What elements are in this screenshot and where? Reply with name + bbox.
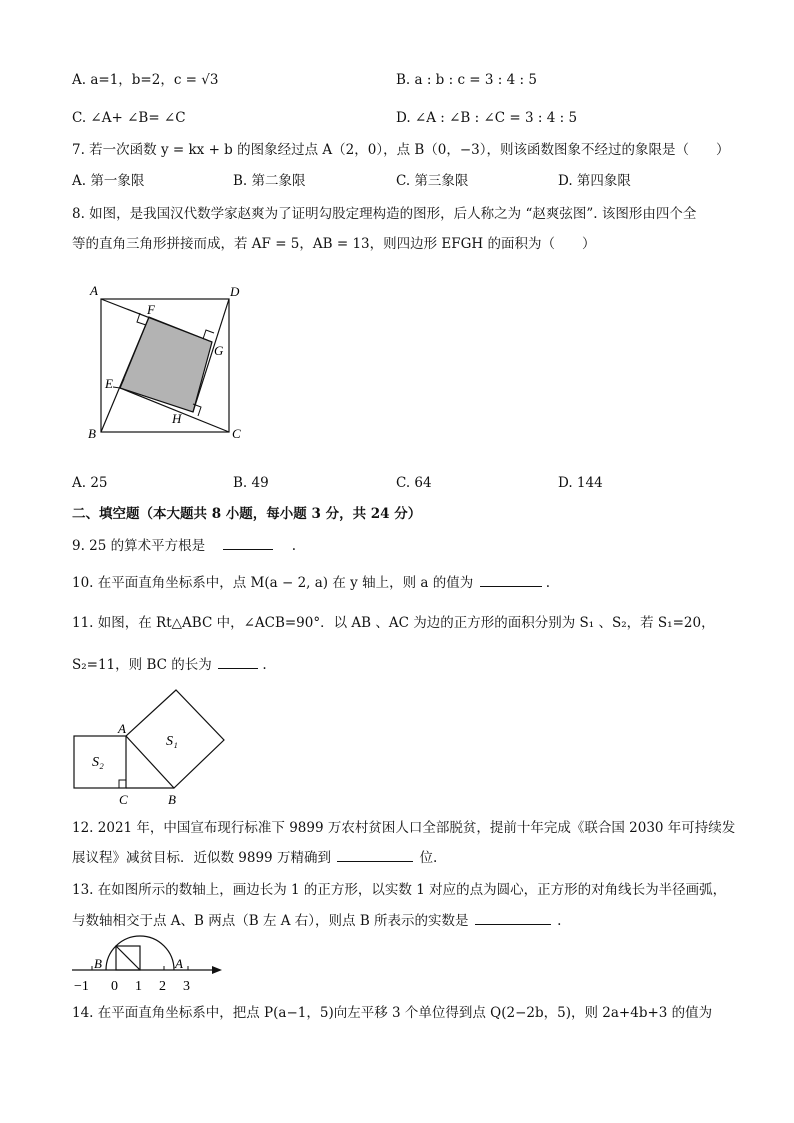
q11-stem-line2: S₂=11，则 BC 的长为 bbox=[72, 657, 212, 673]
q11-stem-line1: 11. 如图，在 Rt△ABC 中，∠ACB=90°．以 AB 、AC 为边的正方形的面积分别为 S₁ 、S₂，若 S₁=20， bbox=[72, 615, 715, 631]
q9-stem: 9. 25 的算术平方根是 bbox=[72, 538, 206, 554]
q12-answer-blank[interactable] bbox=[337, 847, 413, 862]
zhao-shuang-figure bbox=[80, 280, 260, 450]
q10-line bbox=[72, 572, 550, 593]
q13-stem-line1: 13. 在如图所示的数轴上，画边长为 1 的正方形，以实数 1 对应的点为圆心，正方形的对角线长为半径画弧， bbox=[72, 882, 727, 898]
q10-tail: . bbox=[545, 575, 551, 591]
q11-line2 bbox=[72, 654, 267, 675]
q14-stem: 14. 在平面直角坐标系中，把点 P(a−1，5)向左平移 3 个单位得到点 Q(2−2b，5)，则 2a+4b+3 的值为 bbox=[72, 1005, 713, 1021]
q13-tail: . bbox=[557, 913, 562, 929]
q9-line bbox=[72, 535, 296, 556]
fig13-tick-1: 1 bbox=[135, 979, 142, 994]
q7-option-c: C. 第三象限 bbox=[396, 173, 469, 189]
q6-option-c: C. ∠A+ ∠B= ∠C bbox=[72, 110, 186, 126]
q11-answer-blank[interactable] bbox=[218, 654, 258, 669]
q6-option-d: D. ∠A : ∠B : ∠C = 3 : 4 : 5 bbox=[396, 110, 578, 126]
fig11-label-s2: S₂ bbox=[92, 755, 104, 770]
q8-stem-line2: 等的直角三角形拼接而成，若 AF = 5，AB = 13，则四边形 EFGH 的面积为（ ） bbox=[72, 236, 596, 252]
q7-option-d: D. 第四象限 bbox=[558, 173, 631, 189]
q13-line2 bbox=[72, 910, 561, 931]
q8-option-b: B. 49 bbox=[233, 475, 269, 491]
q12-tail: 位. bbox=[419, 850, 438, 866]
q6-option-b: B. a : b : c = 3 : 4 : 5 bbox=[396, 72, 537, 88]
fig8-label-c: C bbox=[232, 426, 241, 441]
fig11-label-b: B bbox=[168, 792, 176, 807]
q6-option-a: A. a=1，b=2，c = √3 bbox=[72, 72, 219, 88]
q13-answer-blank[interactable] bbox=[475, 910, 551, 925]
q12-line2 bbox=[72, 847, 437, 868]
q9-answer-blank[interactable] bbox=[223, 535, 273, 550]
fig8-label-b: B bbox=[88, 426, 96, 441]
q7-option-a: A. 第一象限 bbox=[72, 173, 145, 189]
q8-stem-line1: 8. 如图，是我国汉代数学家赵爽为了证明勾股定理构造的图形，后人称之为 “赵爽弦图”. 该图形由四个全 bbox=[72, 206, 697, 222]
fig11-label-s1: S₁ bbox=[166, 734, 178, 749]
q7-stem: 7. 若一次函数 y = kx + b 的图象经过点 A（2，0），点 B（0，−3），则该函数图象不经过的象限是（ ） bbox=[72, 142, 730, 158]
squares-figure bbox=[66, 688, 236, 810]
fig8-label-g: G bbox=[214, 343, 224, 358]
q13-stem-line2: 与数轴相交于点 A、B 两点（B 左 A 右），则点 B 所表示的实数是 bbox=[72, 913, 469, 929]
q10-answer-blank[interactable] bbox=[480, 572, 542, 587]
fig13-tick-3: 3 bbox=[183, 979, 190, 994]
fig8-label-e: E bbox=[105, 376, 113, 391]
fig13-tick-neg1: −1 bbox=[74, 979, 89, 994]
fig13-label-b: B bbox=[94, 956, 102, 971]
fig11-label-a: A bbox=[118, 721, 126, 736]
fig8-label-f: F bbox=[147, 302, 155, 317]
q8-option-c: C. 64 bbox=[396, 475, 432, 491]
section2-title: 二、填空题（本大题共 8 小题，每小题 3 分，共 24 分） bbox=[72, 506, 422, 522]
fig8-label-h: H bbox=[172, 411, 182, 426]
fig13-label-a: A bbox=[175, 956, 183, 971]
q7-option-b: B. 第二象限 bbox=[233, 173, 306, 189]
fig13-tick-0: 0 bbox=[111, 979, 118, 994]
q8-option-d: D. 144 bbox=[558, 475, 603, 491]
number-line-figure bbox=[66, 934, 236, 996]
q11-tail: . bbox=[262, 657, 267, 673]
fig11-label-c: C bbox=[119, 792, 128, 807]
q8-option-a: A. 25 bbox=[72, 475, 108, 491]
fig8-label-d: D bbox=[230, 284, 240, 299]
q9-tail: . bbox=[291, 538, 297, 554]
fig8-label-a: A bbox=[90, 283, 98, 298]
q12-stem-line2: 展议程》减贫目标．近似数 9899 万精确到 bbox=[72, 850, 331, 866]
q12-stem-line1: 12. 2021 年，中国宣布现行标准下 9899 万农村贫困人口全部脱贫，提前十年完成《联合国 2030 年可持续发 bbox=[72, 820, 736, 836]
q10-stem: 10. 在平面直角坐标系中，点 M(a − 2, a) 在 y 轴上，则 a 的值为 bbox=[72, 575, 474, 591]
fig13-tick-2: 2 bbox=[159, 979, 166, 994]
